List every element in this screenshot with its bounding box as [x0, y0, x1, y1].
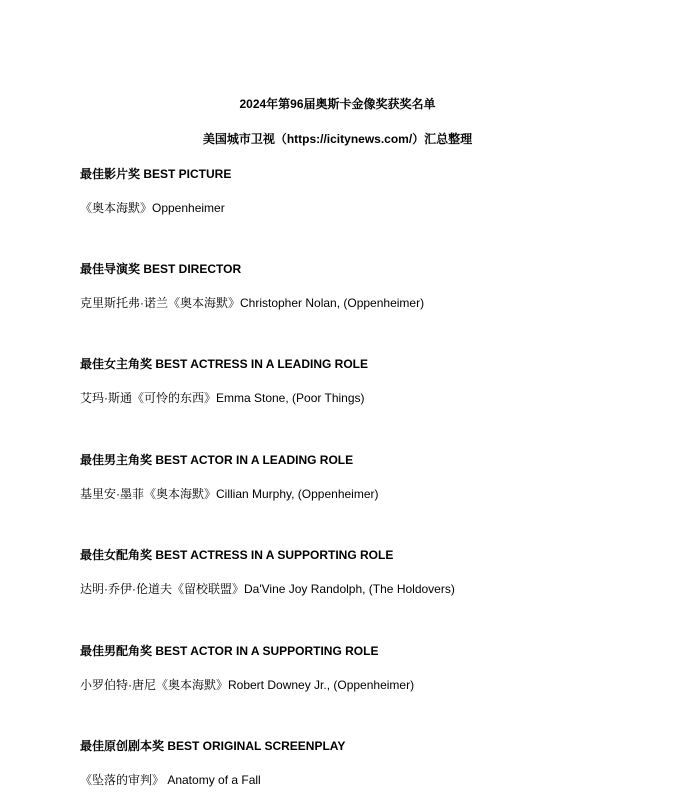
award-winner: 克里斯托弗·诺兰《奥本海默》Christopher Nolan, (Oppenheimer) [80, 296, 425, 310]
award-category: 最佳影片奖 BEST PICTURE [80, 167, 232, 181]
award-category: 最佳女配角奖 BEST ACTRESS IN A SUPPORTING ROLE [80, 548, 394, 562]
award-category: 最佳男配角奖 BEST ACTOR IN A SUPPORTING ROLE [80, 644, 379, 658]
award-category: 最佳男主角奖 BEST ACTOR IN A LEADING ROLE [80, 453, 354, 467]
award-winner: 《奥本海默》Oppenheimer [80, 201, 225, 215]
award-category: 最佳原创剧本奖 BEST ORIGINAL SCREENPLAY [80, 739, 346, 753]
award-winner: 《坠落的审判》 Anatomy of a Fall [80, 773, 261, 787]
award-category: 最佳导演奖 BEST DIRECTOR [80, 262, 242, 276]
award-winner: 基里安·墨菲《奥本海默》Cillian Murphy, (Oppenheimer) [80, 487, 379, 501]
document-title: 2024年第96届奥斯卡金像奖获奖名单 [239, 97, 436, 111]
award-winner: 小罗伯特·唐尼《奥本海默》Robert Downey Jr., (Oppenheimer) [80, 678, 415, 692]
document-subtitle: 美国城市卫视（https://icitynews.com/）汇总整理 [202, 132, 473, 146]
award-category: 最佳女主角奖 BEST ACTRESS IN A LEADING ROLE [80, 357, 369, 371]
award-winner: 达明·乔伊·伦道夫《留校联盟》Da'Vine Joy Randolph, (The Holdovers) [80, 582, 455, 596]
award-winner: 艾玛·斯通《可怜的东西》Emma Stone, (Poor Things) [80, 391, 365, 405]
